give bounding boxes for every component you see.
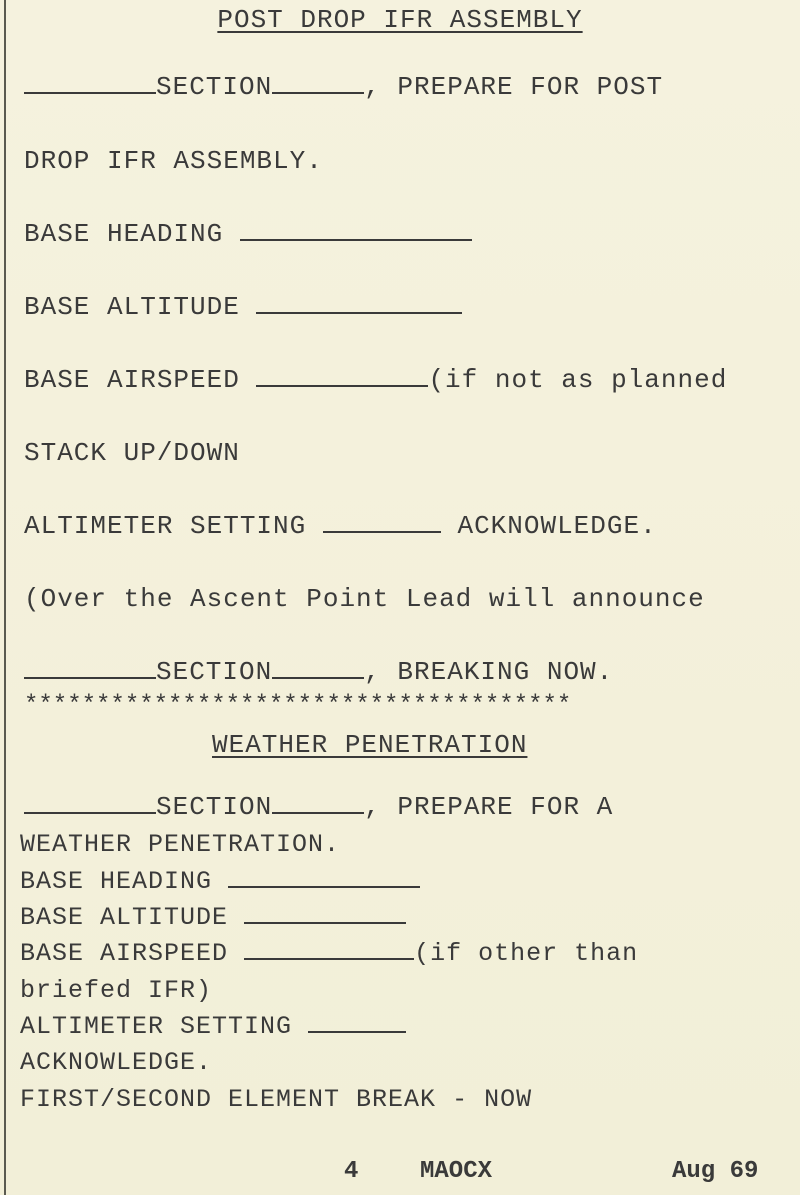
document-code: MAOCX: [420, 1158, 493, 1185]
base-altitude-label: BASE ALTITUDE: [24, 292, 240, 322]
acknowledge-text: ACKNOWLEDGE.: [457, 511, 657, 541]
base-airspeed-label: BASE AIRSPEED: [20, 939, 229, 968]
section-label: SECTION: [156, 657, 273, 687]
over-note-line: (Over the Ascent Point Lead will announce: [24, 584, 705, 614]
blank-field: [24, 676, 156, 679]
weather-penetration-line: WEATHER PENETRATION.: [20, 830, 341, 859]
briefed-line: briefed IFR): [20, 976, 213, 1005]
prepare-text: , PREPARE FOR POST: [364, 72, 664, 102]
asterisk-divider: **************************************: [24, 692, 572, 719]
document-date: Aug 69: [672, 1158, 759, 1185]
stack-line: STACK UP/DOWN: [24, 438, 240, 468]
blank-field: [228, 885, 420, 888]
element-break-line: FIRST/SECOND ELEMENT BREAK - NOW: [20, 1085, 533, 1114]
blank-field: [272, 811, 364, 814]
wx-acknowledge-line: ACKNOWLEDGE.: [20, 1048, 213, 1077]
base-airspeed-label: BASE AIRSPEED: [24, 365, 240, 395]
base-heading-label: BASE HEADING: [20, 867, 213, 896]
page-edge: [4, 0, 6, 1195]
prepare-text: , PREPARE FOR A: [364, 792, 614, 822]
wx-base-airspeed-line: [20, 939, 638, 968]
blank-field: [256, 311, 462, 314]
blank-field: [272, 91, 364, 94]
altimeter-label: ALTIMETER SETTING: [24, 511, 307, 541]
base-altitude-label: BASE ALTITUDE: [20, 903, 229, 932]
prepare-line: [24, 72, 663, 102]
wx-base-heading-line: [20, 867, 420, 896]
breaking-line: [24, 657, 613, 687]
blank-field: [272, 676, 364, 679]
section-title-post-drop: POST DROP IFR ASSEMBLY: [217, 5, 583, 35]
airspeed-note: (if other than: [414, 939, 639, 968]
section-label: SECTION: [156, 792, 273, 822]
wx-altimeter-line: [20, 1012, 406, 1041]
page-number: 4: [344, 1158, 359, 1185]
blank-field: [308, 1030, 406, 1033]
blank-field: [323, 530, 441, 533]
blank-field: [244, 921, 406, 924]
blank-field: [256, 384, 428, 387]
base-heading-line: [24, 219, 472, 249]
base-heading-label: BASE HEADING: [24, 219, 224, 249]
prepare-weather-line: [24, 792, 613, 822]
blank-field: [24, 91, 156, 94]
blank-field: [24, 811, 156, 814]
altimeter-line: [24, 511, 657, 541]
base-altitude-line: [24, 292, 462, 322]
blank-field: [244, 957, 414, 960]
drop-ifr-line: DROP IFR ASSEMBLY.: [24, 146, 323, 176]
base-airspeed-line: [24, 365, 727, 395]
section-label: SECTION: [156, 72, 273, 102]
breaking-text: , BREAKING NOW.: [364, 657, 614, 687]
wx-base-altitude-line: [20, 903, 406, 932]
altimeter-label: ALTIMETER SETTING: [20, 1012, 293, 1041]
airspeed-note: (if not as planned: [428, 365, 728, 395]
section-title-weather: WEATHER PENETRATION: [212, 730, 528, 760]
blank-field: [240, 238, 472, 241]
